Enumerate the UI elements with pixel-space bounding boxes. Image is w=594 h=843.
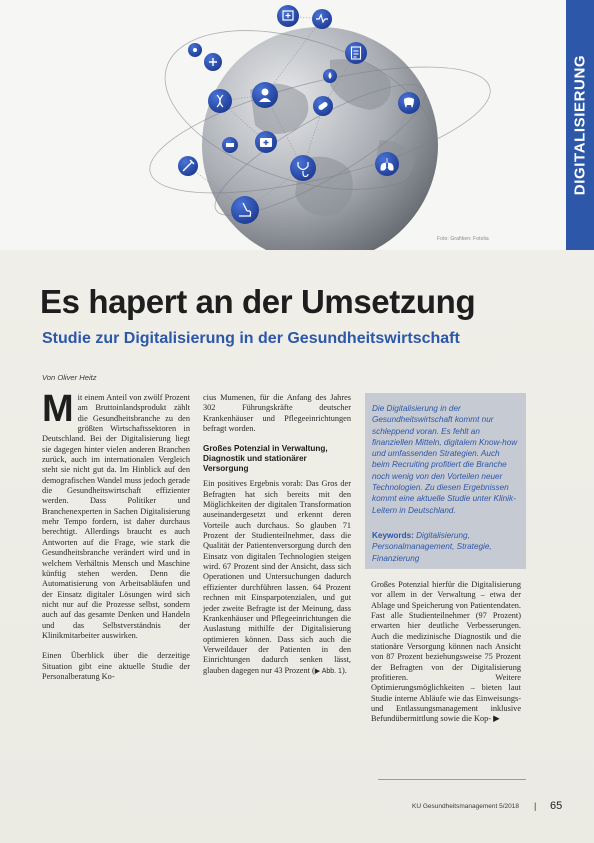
hospital-icon — [277, 5, 299, 27]
tooth-icon — [398, 92, 420, 114]
blood-drop-icon — [323, 69, 337, 83]
section-tab — [566, 0, 594, 250]
body-column-3 — [371, 580, 521, 735]
abstract-box — [365, 393, 526, 569]
hero-illustration — [0, 0, 566, 250]
continue-arrow-icon: ▶ — [493, 714, 500, 724]
paragraph: Ein positives Ergebnis vorab: Das Gros der Befragten hat sich bereits mit den Möglichkeiten der digitalen Transformation auseinandergesetzt und erkennt deren Vorteile auch durchaus. So glauben 71 Prozent der Studienteilnehmer, dass die Qualität der Patientenversorgung durch den Einsatz von digitalen Technologien steigen wird. 67 Prozent sind der Ansicht, dass sich Operationen und Untersuchungen dadurch effizienter durchführen lassen. 64 Prozent rechnen mit Einsparpotenzialen, und gut jeder zweite Befragte ist der Meinung, dass Krankenhäuser und Pflegeeinrichtungen die Auslastung mithilfe der Digitalisierung optimieren können. Dass sich auch die Verweildauer der Patienten in den Einrichtungen dadurch senken lässt, glauben dagegen nur 43 Prozent (▶ Abb. 1). — [203, 479, 351, 675]
article-title: Es hapert an der Umsetzung — [40, 283, 476, 320]
abstract-text: Die Digitalisierung in der Gesundheitswirtschaft kommt nur schleppend voran. Es fehlt an finanziellen Mitteln, digitalem Know-how und umfassenden Strategien. Auch beim Recruiting profitiert die Branche noch wenig von den Vorteilen neuer Technologien. Zu diesen Ergebnissen kommt eine aktuelle Studie unter Klinik-Leitern in Deutschland. — [372, 404, 518, 515]
molecule-icon — [188, 43, 202, 57]
lead-paragraph: Mit einem Anteil von zwölf Prozent am Bruttoinlandsprodukt zählt die Gesundheitsbranche zu den größten Wirtschaftssektoren in Deutschland. Bei der Digitalisierung liegt sie dagegen hinter vielen anderen Branchen zurück, auch im internationalen Vergleich steht sie nicht gut da. Im Hinblick auf den demografischen Wandel muss jedoch gerade die Gesundheitswirtschaft effizienter werden. Dass Politiker und Branchenexperten in Sachen Digitalisierung mehr Tempo fordern, ist daher durchaus berechtigt. Allerdings braucht es auch Antworten auf die Frage, wie stark die Gesundheitsbranche verändert wird und in welchem Verhältnis Mensch und Maschine künftig stehen werden. Denn die Automatisierung von Arbeitsabläufen und der Einsatz digitaler Lösungen wird sich nicht nur auf die Prozesse selbst, sondern auch auf das gesamte Denken und Handeln und das Selbstverständnis der Klinikmitarbeiter auswirken. — [42, 388, 190, 640]
lungs-icon — [375, 152, 399, 176]
drop-cap: M — [42, 388, 74, 430]
heart-rate-icon — [312, 9, 332, 29]
body-column-2 — [203, 393, 351, 687]
footer-divider — [378, 779, 526, 780]
section-tab-label: DIGITALISIERUNG — [571, 54, 589, 196]
keywords — [372, 530, 518, 564]
author-byline: Von Oliver Heitz — [42, 373, 97, 382]
stethoscope-icon — [290, 155, 316, 181]
dna-icon — [208, 89, 232, 113]
section-heading: Großes Potenzial in Verwaltung, Diagnostik und stationärer Versorgung — [203, 444, 328, 474]
footer-separator: | — [534, 801, 537, 811]
keywords-label: Keywords: — [372, 530, 414, 540]
figure-reference-link[interactable]: ▶ Abb. 1 — [314, 667, 342, 675]
medical-chart-icon — [345, 42, 367, 64]
paragraph: Großes Potenzial hierfür die Digitalisierung vor allem in der Verwaltung – etwa der Ablage und Speicherung von Patientendaten. Fast alle Studienteilnehmer (97 Prozent) erwarten hier deutliche Verbesserungen. Auch die medizinische Diagnostik und die stationäre Versorgung können nach Ansicht von 87 Prozent beziehungsweise 75 Prozent der Befragten von der Digitalisierung profitieren. Weitere Optimierungsmöglichkeiten – bieten laut Studie interne Abläufe wie das Einweisungs- und Entlassungsmanagement inklusive Befundübermittlung sowie die Kop- ▶ — [371, 580, 521, 724]
syringe-icon — [178, 156, 198, 176]
paragraph: cius Mumenen, für die Anfang des Jahres 302 Führungskräfte deutscher Krankenhäuser und Pflegeeinrichtungen befragt worden. — [203, 393, 351, 434]
image-credit: Foto: Grafiken: Fotolia — [437, 236, 489, 242]
article-subtitle: Studie zur Digitalisierung in der Gesundheitswirtschaft — [42, 330, 460, 347]
keywords-list: Digitalisierung, Personalmanagement, Strategie, Finanzierung — [372, 530, 492, 563]
body-column-1 — [42, 388, 190, 692]
doctor-icon — [252, 82, 278, 108]
page-number: 65 — [550, 800, 563, 812]
globe-network-graphic — [0, 0, 566, 250]
microscope-icon — [231, 196, 259, 224]
paragraph: Einen Überblick über die derzeitige Situation gibt eine aktuelle Studie der Personalberatung Ko- — [42, 651, 190, 681]
pharmacy-icon — [204, 53, 222, 71]
footer-source: KU Gesundheitsmanagement 5/2018 — [412, 803, 519, 810]
first-aid-kit-icon — [255, 131, 277, 153]
pill-icon — [313, 96, 333, 116]
ambulance-icon — [222, 137, 238, 153]
